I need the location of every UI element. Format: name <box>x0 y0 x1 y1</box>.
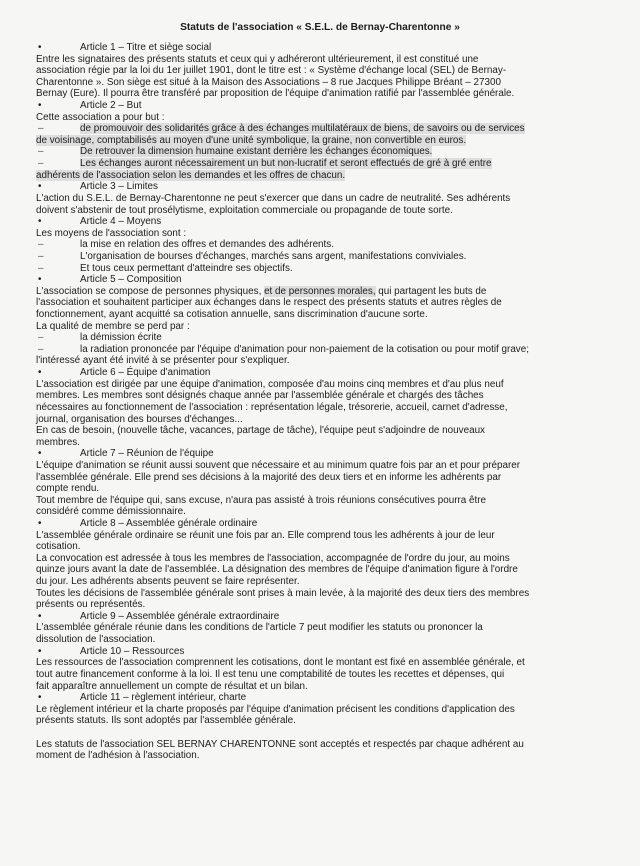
paragraph-line: L'association se compose de personnes physiques, et de personnes morales, qui partagent les buts de <box>36 285 487 297</box>
paragraph-line: cotisation. <box>36 541 81 553</box>
paragraph-line: considéré comme démissionnaire. <box>36 506 186 518</box>
dash-list-item: – De retrouver la dimension humaine existant derrière les échanges économiques. <box>36 146 616 158</box>
article-heading: • Article 7 – Réunion de l'équipe <box>36 448 616 460</box>
article-heading: • Article 4 – Moyens <box>36 216 616 228</box>
paragraph-line: Les ressources de l'association comprennent les cotisations, dont le montant est fixé en assemblée générale, et <box>36 657 525 669</box>
paragraph-line: Les moyens de l'association sont : <box>36 227 187 239</box>
paragraph-line: compte rendu. <box>36 483 100 495</box>
paragraph-line: doivent s'abstenir de tout prosélytisme, exploitation commerciale ou propagande de toute sorte. <box>36 204 453 216</box>
paragraph-line: En cas de besoin, (nouvelle tâche, vacances, partage de tâche), l'équipe peut s'adjoindre de nouveaux <box>36 425 485 437</box>
paragraph-line: membres. Les membres sont désignés chaque année par l'assemblée générale et chargés des tâches <box>36 390 484 402</box>
paragraph-line: moment de l'adhésion à l'association. <box>36 750 200 762</box>
paragraph-line: L'équipe d'animation se réunit aussi souvent que nécessaire et au minimum quatre fois par an et pour préparer <box>36 459 521 471</box>
paragraph-line: La qualité de membre se perd par : <box>36 320 190 332</box>
paragraph-line: du jour. Les adhérents absents peuvent se faire représenter. <box>36 576 300 588</box>
paragraph-line: Toutes les décisions de l'assemblée générale sont prises à main levée, à la majorité des deux tiers des membres <box>36 587 530 599</box>
paragraph-line: La convocation est adressée à tous les membres de l'association, accompagnée de l'ordre du jour, au moins <box>36 552 510 564</box>
paragraph-line: Le règlement intérieur et la charte proposés par l'équipe d'animation précisent les conditions d'application des <box>36 703 515 715</box>
document-title: Statuts de l'association « S.E.L. de Bernay-Charentonne » <box>180 22 460 33</box>
paragraph-line: Les statuts de l'association SEL BERNAY CHARENTONNE sont acceptés et respectés par chaque adhérent au <box>36 738 524 750</box>
dash-list-item: – Les échanges auront nécessairement un but non-lucratif et seront effectués de gré à gré entre <box>36 158 616 170</box>
paragraph-line: Cette association a pour but : <box>36 111 165 123</box>
paragraph-line: fait apparaître annuellement un compte de résultat et un bilan. <box>36 680 308 692</box>
article-heading: • Article 11 – règlement intérieur, charte <box>36 692 616 704</box>
article-heading: • Article 1 – Titre et siège social <box>36 42 616 54</box>
paragraph-line: association régie par la loi du 1er juillet 1901, dont le titre est : « Système d'échange local (SEL) de Bernay- <box>36 65 507 77</box>
paragraph-line: L'association est dirigée par une équipe d'animation, composée d'au moins cinq membres et d'au plus neuf <box>36 378 504 390</box>
paragraph-line: journal, organisation des bourses d'échanges... <box>36 413 243 425</box>
document-body <box>36 42 616 762</box>
paragraph-line: l'association et souhaitent participer aux échanges dans le respect des présents statuts et autres règles de <box>36 297 502 309</box>
paragraph-line: dissolution de l'association. <box>36 634 156 646</box>
article-heading: • Article 3 – Limites <box>36 181 616 193</box>
dash-list-item: – la démission écrite <box>36 332 616 344</box>
paragraph-line: L'assemblée générale ordinaire se réunit une fois par an. Elle comprend tous les adhérents à jour de leur <box>36 529 495 541</box>
dash-list-item: – Et tous ceux permettant d'atteindre ses objectifs. <box>36 263 616 275</box>
dash-list-item: – la radiation prononcée par l'équipe d'animation pour non-paiement de la cotisation ou pour motif grave; <box>36 344 616 356</box>
paragraph-line: tout autre financement conforme à la loi. Il est tenu une comptabilité de toutes les recettes et dépenses, qui <box>36 668 505 680</box>
dash-list-item: – la mise en relation des offres et demandes des adhérents. <box>36 239 616 251</box>
paragraph-line: l'intéressé ayant été invité à se présenter pour s'expliquer. <box>36 355 290 367</box>
dash-list-item: – de promouvoir des solidarités grâce à des échanges multilatéraux de biens, de savoirs ou de services <box>36 123 616 135</box>
paragraph-line: l'assemblée générale. Elle prend ses décisions à la majorité des deux tiers et en informe les adhérents par <box>36 471 502 483</box>
article-heading: • Article 2 – But <box>36 100 616 112</box>
article-heading: • Article 10 – Ressources <box>36 646 616 658</box>
paragraph-line: Entre les signataires des présents statuts et ceux qui y adhéreront ultérieurement, il est constitué une <box>36 53 479 65</box>
paragraph-line: L'assemblée générale réunie dans les conditions de l'article 7 peut modifier les statuts ou prononcer la <box>36 622 483 634</box>
paragraph-line: présents statuts. Ils sont adoptés par l'assemblée générale. <box>36 715 296 727</box>
paragraph-line: nécessaires au fonctionnement de l'association : représentation légale, trésorerie, accueil, carnet d'adresse, <box>36 401 508 413</box>
article-heading: • Article 5 – Composition <box>36 274 616 286</box>
paragraph-line: de voisinage, comptabilisés au moyen d'une unité symbolique, la graine, non convertible en euros. <box>36 134 467 146</box>
paragraph-line: Charentonne ». Son siège est situé à la Maison des Associations – 8 rue Jacques Philippe Bréant – 27300 <box>36 76 501 88</box>
article-heading: • Article 9 – Assemblée générale extraordinaire <box>36 611 616 623</box>
paragraph-line: présents ou représentés. <box>36 599 146 611</box>
paragraph-line: quinze jours avant la date de l'assemblée. La désignation des membres de l'équipe d'animation figure à l'ordre <box>36 564 518 576</box>
paragraph-line: membres. <box>36 436 80 448</box>
article-heading: • Article 6 – Équipe d'animation <box>36 367 616 379</box>
paragraph-line: adhérents de l'association selon les demandes et les offres de chacun. <box>36 169 346 181</box>
paragraph-line: Tout membre de l'équipe qui, sans excuse, n'aura pas assisté à trois réunions consécutives pourra être <box>36 494 487 506</box>
paragraph-line: fonctionnement, ayant acquitté sa cotisation annuelle, sans discrimination d'aucune sorte. <box>36 309 428 321</box>
paragraph-line: L'action du S.E.L. de Bernay-Charentonne ne peut s'exercer que dans un cadre de neutralité. Ses adhérents <box>36 192 511 204</box>
paragraph-line: Bernay (Eure). Il pourra être transféré par proposition de l'équipe d'animation ratifié par l'assemblée générale. <box>36 88 515 100</box>
dash-list-item: – L'organisation de bourses d'échanges, marchés sans argent, manifestations conviviales. <box>36 251 616 263</box>
blank-line <box>36 727 616 739</box>
article-heading: • Article 8 – Assemblée générale ordinaire <box>36 518 616 530</box>
